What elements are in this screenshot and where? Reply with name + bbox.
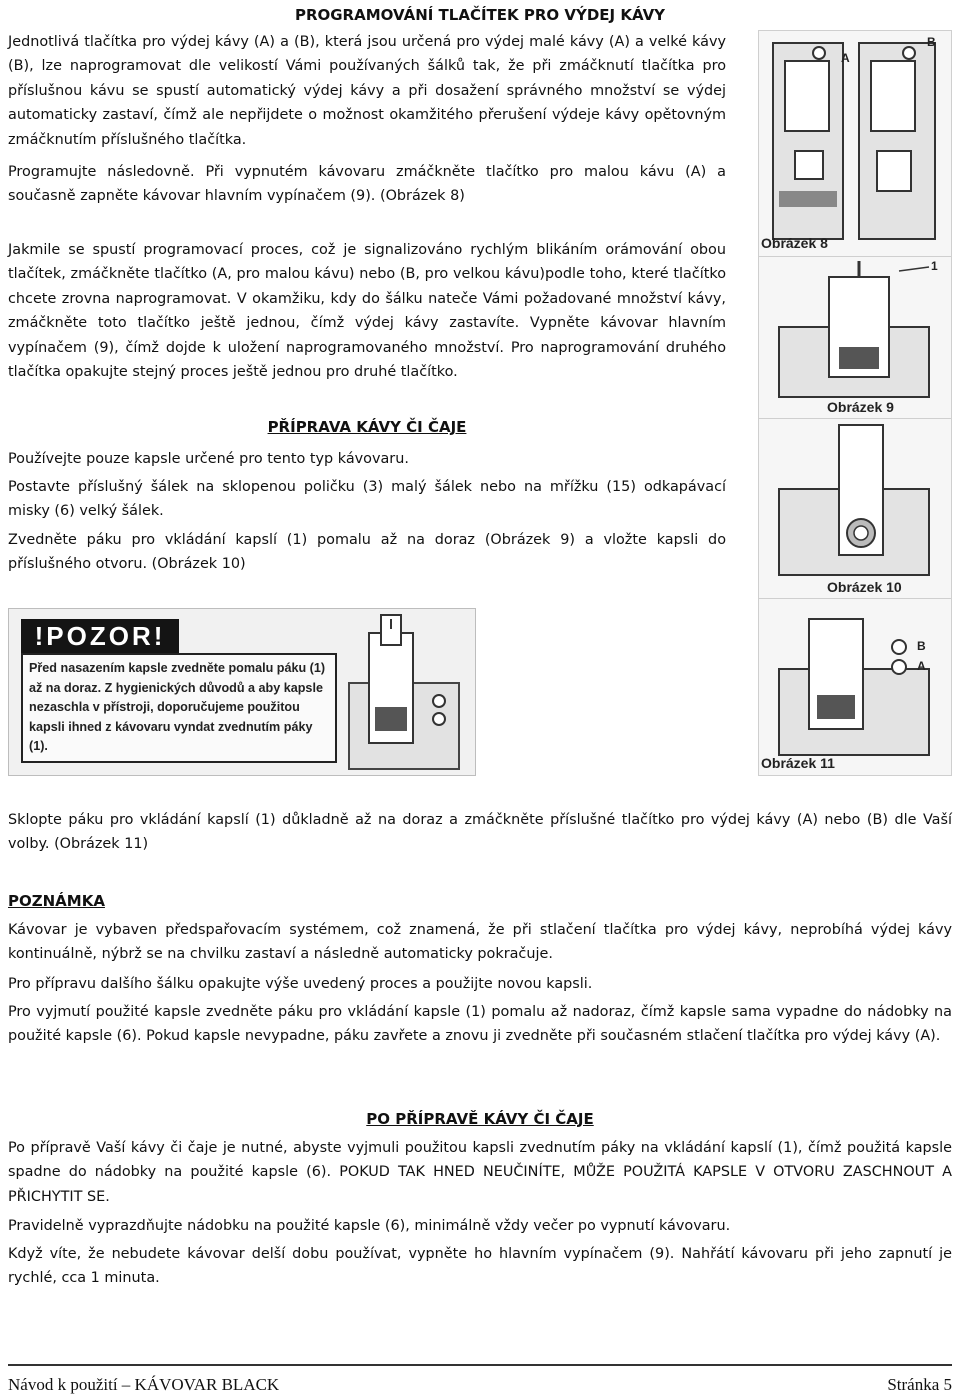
figure-8-caption: Obrázek 8 bbox=[761, 235, 828, 251]
footer-page-number: Stránka 5 bbox=[887, 1375, 952, 1394]
footer-document-title: Návod k použití – KÁVOVAR BLACK bbox=[8, 1375, 280, 1394]
paragraph-lift-lever: Zvedněte páku pro vkládání kapslí (1) pomalu až na doraz (Obrázek 9) a vložte kapsli do příslušného otvoru. (Obrázek 10) bbox=[8, 532, 726, 573]
footer-divider bbox=[8, 1364, 952, 1366]
paragraph-note-next-cup: Pro přípravu dalšího šálku opakujte výše uvedený proces a použijte novou kapsli. bbox=[8, 976, 593, 992]
figure-9-image bbox=[758, 256, 952, 420]
figure-8-label-b: B bbox=[927, 35, 936, 49]
paragraph-after-remove-capsule: Po přípravě Vaší kávy či čaje je nutné, abyste vyjmuli použitou kapsli zvednutím páky na vkládání kapslí (1), čímž použitá kapsle spadne do nádobky na použité kapsle (6). POKUD TAK HNED NEUČINÍTE, MŮŽE POUŽITÁ KAPSLE V OTVORU ZASCHNOUT A PŘICHYTIT SE. bbox=[8, 1140, 952, 1205]
paragraph-close-lever: Sklopte páku pro vkládání kapslí (1) důkladně až na doraz a zmáčkněte příslušné tlačítko pro výdej kávy (A) nebo (B) dle Vaší volby. (Obrázek 11) bbox=[8, 812, 952, 853]
paragraph-long-term-off: Když víte, že nebudete kávovar delší dobu používat, vypněte ho hlavním vypínačem (9). Nahřátí kávovaru při jeho zapnutí je rychlé, cca 1 minuta. bbox=[8, 1246, 952, 1287]
warning-text: Před nasazením kapsle zvedněte pomalu páku (1) až na doraz. Z hygienických důvodů a aby kapsle nezaschla v přístroji, doporučujeme použitou kapsli ihned z kávovaru vyndat zvednutím páky (1). bbox=[21, 653, 337, 763]
paragraph-place-cup: Postavte příslušný šálek na sklopenou poličku (3) malý šálek nebo na mřížku (15) odkapávací misky (6) velký šálek. bbox=[8, 479, 726, 520]
figure-11-image bbox=[758, 598, 952, 776]
figure-9-label-1: 1 bbox=[931, 259, 938, 273]
figure-10-image bbox=[758, 418, 952, 600]
note-title: POZNÁMKA bbox=[8, 892, 105, 910]
figure-8-label-a: A bbox=[841, 51, 850, 65]
section-title-programming: PROGRAMOVÁNÍ TLAČÍTEK PRO VÝDEJ KÁVY bbox=[294, 6, 666, 24]
figure-11-label-b: B bbox=[917, 639, 926, 653]
section-title-after-preparation: PO PŘÍPRAVĚ KÁVY ČI ČAJE bbox=[366, 1110, 594, 1128]
warning-title: !POZOR! bbox=[21, 619, 179, 653]
paragraph-note-remove-capsule: Pro vyjmutí použité kapsle zvedněte páku pro vkládání kapsle (1) pomalu až nadoraz, čímž kapsle sama vypadne do nádobky na použité kapsle (6). Pokud kapsle nevypadne, páku zavřete a znovu ji zvedněte při současném stlačení tlačítka pro výdej kávy (A). bbox=[8, 1004, 952, 1045]
machine-illustration bbox=[329, 613, 469, 773]
paragraph-capsules-only: Používejte pouze kapsle určené pro tento typ kávovaru. bbox=[8, 451, 409, 467]
section-title-preparation: PŘÍPRAVA KÁVY ČI ČAJE bbox=[267, 418, 467, 436]
warning-box bbox=[8, 608, 476, 776]
figure-10-caption: Obrázek 10 bbox=[827, 579, 902, 595]
paragraph-empty-container: Pravidelně vyprazdňujte nádobku na použité kapsle (6), minimálně vždy večer po vypnutí kávovaru. bbox=[8, 1218, 731, 1234]
paragraph-programming-start: Programujte následovně. Při vypnutém kávovaru zmáčkněte tlačítko pro malou kávu (A) a současně zapněte kávovar hlavním vypínačem (9). (Obrázek 8) bbox=[8, 164, 726, 205]
figure-11-caption: Obrázek 11 bbox=[761, 755, 835, 771]
paragraph-programming-intro: Jednotlivá tlačítka pro výdej kávy (A) a (B), která jsou určená pro výdej malé kávy (A) a velké kávy (B), lze naprogramovat dle velikostí Vámi používaných šálků tak, že při zmáčknutí tlačítka pro příslušnou kávu se spustí automatický výdej kávy a při dosažení správného množství se výdej automaticky zastaví, čímž ale nepřijdete o možnost okamžitého přerušení výdeje kávy opětovným zmáčknutím příslušného tlačítka. bbox=[8, 34, 726, 148]
paragraph-note-preinfusion: Kávovar je vybaven předspařovacím systémem, což znamená, že při stlačení tlačítka pro výdej kávy, neprobíhá výdej kávy kontinuálně, nýbrž se na chvilku zastaví a následně automaticky pokračuje. bbox=[8, 922, 952, 963]
figure-11-label-a: A bbox=[917, 659, 926, 673]
paragraph-programming-process: Jakmile se spustí programovací proces, což je signalizováno rychlým blikáním orámování obou tlačítek, zmáčkněte tlačítko (A, pro malou kávu) nebo (B, pro velkou kávu)podle toho, které tlačítko chcete zrovna naprogramovat. V okamžiku, kdy do šálku nateče Vámi požadované množství kávy, zmáčkněte toto tlačítko ještě jednou, čímž výdej kávy zastavíte. Vypněte kávovar hlavním vypínačem (9), čímž dojde k uložení naprogramovaného množství. Pro naprogramování druhého tlačítka opakujte stejný proces ještě jednou pro druhé tlačítko. bbox=[8, 242, 726, 381]
figure-9-caption: Obrázek 9 bbox=[827, 399, 894, 415]
figure-8-image bbox=[758, 30, 952, 258]
